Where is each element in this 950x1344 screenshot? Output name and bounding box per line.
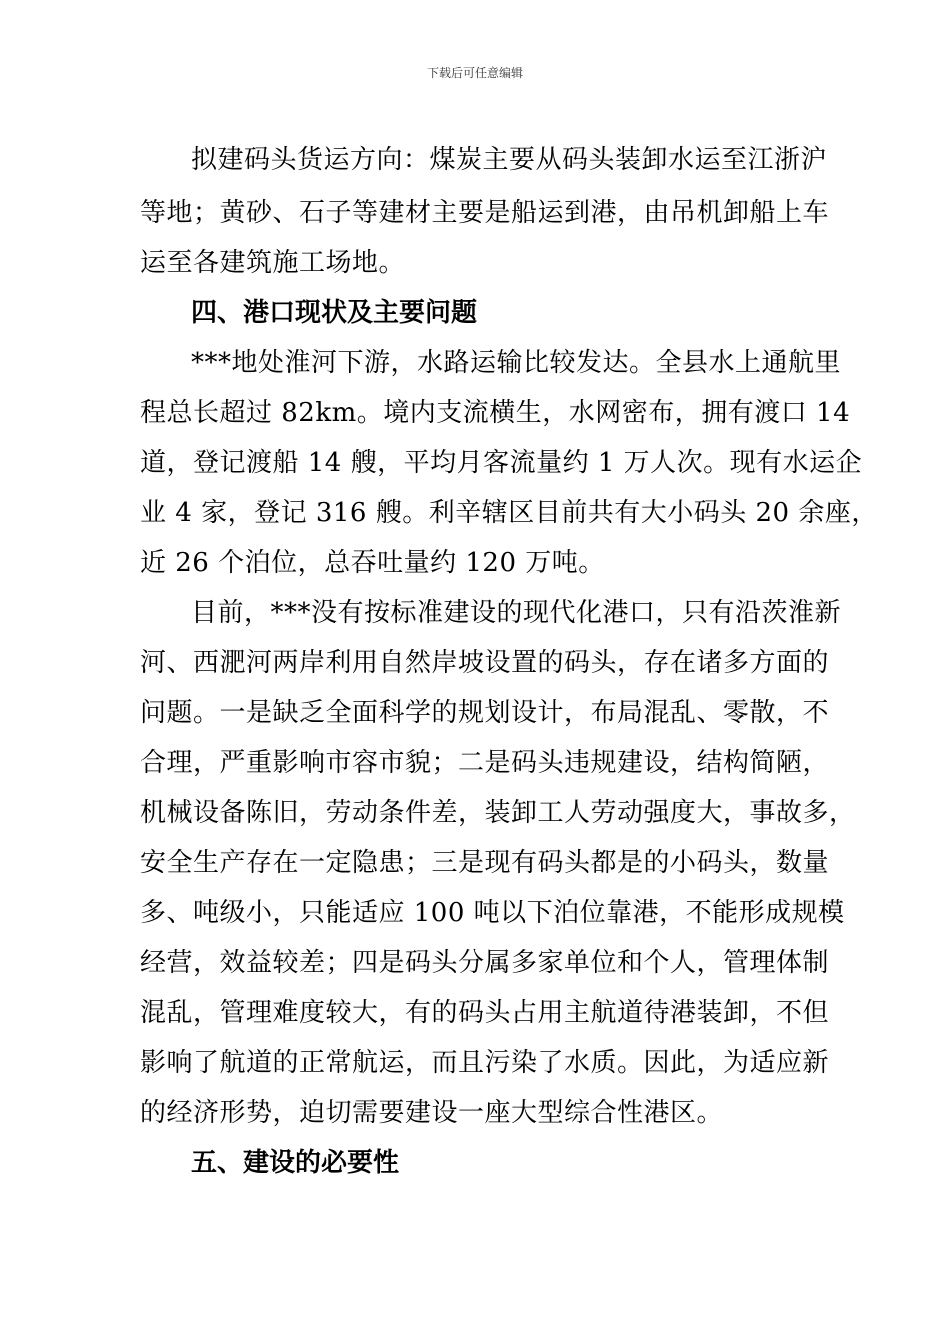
paragraph-3-line-9: 混乱，管理难度较大，有的码头占用主航道待港装卸，不但 [140,998,830,1028]
paragraph-2-line-3: 道，登记渡船 14 艘，平均月客流量约 1 万人次。现有水运企 [140,448,863,478]
paragraph-1-line-3: 运至各建筑施工场地。 [140,248,406,278]
paragraph-3-line-7: 多、吨级小，只能适应 100 吨以下泊位靠港，不能形成规模 [140,898,845,928]
paragraph-1-line-2: 等地；黄砂、石子等建材主要是船运到港，由吊机卸船上车 [140,198,830,228]
paragraph-3-line-11: 的经济形势，迫切需要建设一座大型综合性港区。 [140,1098,724,1128]
paragraph-3-line-5: 机械设备陈旧，劳动条件差，装卸工人劳动强度大，事故多， [140,798,856,828]
paragraph-2-line-1: ***地处淮河下游，水路运输比较发达。全县水上通航里 [191,348,842,378]
section-heading-5: 五、建设的必要性 [191,1148,400,1178]
page-header: 下载后可任意编辑 [426,66,523,80]
paragraph-2-line-4: 业 4 家，登记 316 艘。利辛辖区目前共有大小码头 20 余座， [140,498,878,528]
section-heading-4: 四、港口现状及主要问题 [191,298,478,328]
paragraph-3-line-4: 合理，严重影响市容市貌；二是码头违规建设，结构简陋， [140,748,830,778]
paragraph-3-line-10: 影响了航道的正常航运，而且污染了水质。因此，为适应新 [140,1048,830,1078]
paragraph-2-line-2: 程总长超过 82km。境内支流横生，水网密布，拥有渡口 14 [140,398,851,428]
paragraph-3-line-1: 目前，***没有按标准建设的现代化港口，只有沿茨淮新 [191,598,842,628]
paragraph-1-line-1: 拟建码头货运方向：煤炭主要从码头装卸水运至江浙沪 [191,145,828,175]
paragraph-3-line-8: 经营，效益较差；四是码头分属多家单位和个人，管理体制 [140,948,830,978]
paragraph-2-line-5: 近 26 个泊位，总吞吐量约 120 万吨。 [140,548,605,578]
paragraph-3-line-6: 安全生产存在一定隐患；三是现有码头都是的小码头，数量 [140,848,830,878]
paragraph-3-line-2: 河、西淝河两岸利用自然岸坡设置的码头，存在诸多方面的 [140,648,830,678]
paragraph-3-line-3: 问题。一是缺乏全面科学的规划设计，布局混乱、零散，不 [140,698,830,728]
